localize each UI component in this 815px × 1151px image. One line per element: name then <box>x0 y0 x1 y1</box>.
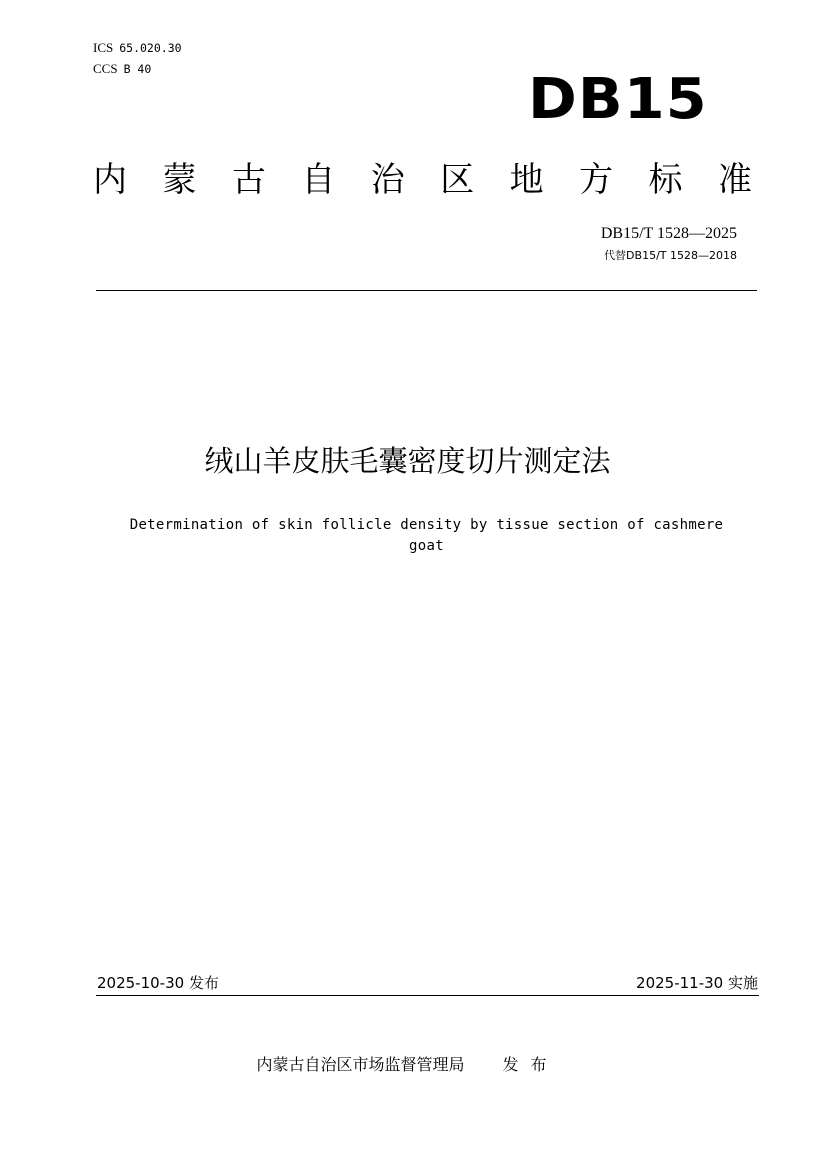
standard-number: DB15/T 1528—2025 <box>600 225 737 242</box>
document-title-en <box>96 515 757 557</box>
heading-char: 内 <box>93 160 127 200</box>
heading-char: 标 <box>648 160 683 200</box>
header-divider <box>96 290 757 291</box>
heading-char: 古 <box>231 160 266 200</box>
title-en-line: goat <box>409 538 444 554</box>
ics-code <box>93 40 182 56</box>
issuer-name: 内蒙古自治区市场监督管理局 <box>256 1055 465 1074</box>
heading-char: 方 <box>579 160 614 200</box>
heading-char: 区 <box>440 160 475 200</box>
heading-char: 地 <box>509 160 544 200</box>
standard-type-heading <box>90 158 755 202</box>
ccs-label: CCS <box>93 61 118 76</box>
footer-divider <box>96 995 759 996</box>
issue-word: 发布 <box>502 1055 559 1074</box>
heading-char: 自 <box>301 160 336 200</box>
title-en-line: Determination of skin follicle density by tissue section of cashmere <box>129 517 724 533</box>
ics-value: 65.020.30 <box>119 41 182 55</box>
ccs-value: B 40 <box>123 62 152 76</box>
implementation-date: 2025-11-30 实施 <box>636 974 758 992</box>
heading-char: 蒙 <box>162 160 197 200</box>
document-title-zh: 绒山羊皮肤毛囊密度切片测定法 <box>204 444 611 478</box>
heading-char: 准 <box>717 160 752 200</box>
ccs-code <box>93 61 151 77</box>
db15-logo: DB15 <box>528 67 708 132</box>
issuing-authority <box>0 1054 815 1076</box>
release-date: 2025-10-30 发布 <box>97 974 219 992</box>
heading-char: 治 <box>370 160 405 200</box>
ics-label: ICS <box>93 40 114 55</box>
replaces-standard: 代替DB15/T 1528—2018 <box>604 249 737 262</box>
